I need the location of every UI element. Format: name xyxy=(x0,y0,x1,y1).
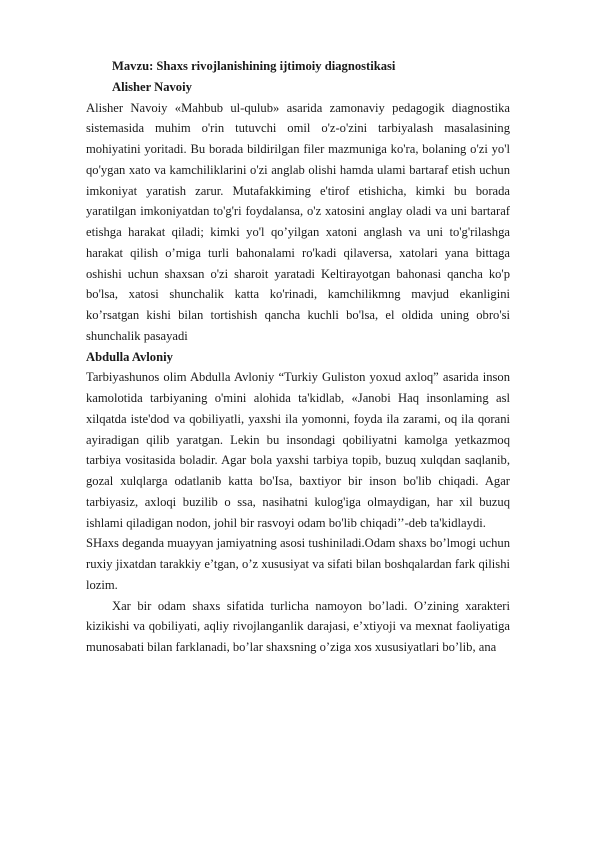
document-page xyxy=(86,56,510,658)
paragraph-shaxs-traits: Xar bir odam shaxs sifatida turlicha namoyon bo’ladi. O’zining xarakteri kizikishi va qobiliyati, aqliy rivojlanganlik darajasi, e’xtiyoji va mexnat faoliyatiga munosabati bilan farklanadi, bo’lar shaxsning o’ziga xos xususiyatlari bo’lib, ana xyxy=(86,598,510,654)
document-title: Mavzu: Shaxs rivojlanishining ijtimoiy diagnostikasi xyxy=(112,59,396,73)
section-heading-navoiy: Alisher Navoiy xyxy=(112,79,192,94)
paragraph-navoiy: Alisher Navoiy «Mahbub ul-qulub» asarida zamonaviy pedagogik diagnostika sistemasida muhim o'rin tutuvchi omil o'z-o'zini tarbiyalash masalasining mohiyatini yoritadi. Bu borada bildirilgan filer mazmuniga ko'ra, bolaning o'zi yo'l qo'ygan xato va kamchiliklarini o'zi anglab olishi hamda ulami bartaraf etish uchun imkoniyat yaratish zarur. Mutafakkiming e'tirof etishicha, kimki bu borada yaratilgan imkoniyatdan to'g'ri foydalansa, o'z xatosini anglay oladi va uni bartaraf etishga harakat qiladi; kimki yo'l qo’yilgan xatoni anglash va uni to'g'rilashga harakat qilish o’miga turli bahonalami ro'kadi qilaversa, xatolari yana bittaga oshishi uchun shaxsan o'zi sharoit yaratadi Keltirayotgan bahonasi qancha ko'p bo'lsa, xatosi shunchalik katta ko'rinadi, kamchilikmng mavjud ekanligini ko’rsatgan kishi bilan tortishish qancha kuchli bo'lsa, el oldida uning obro'si shunchalik pasayadi xyxy=(86,100,510,343)
section-heading-avloniy: Abdulla Avloniy xyxy=(86,349,173,364)
paragraph-shaxs-definition: SHaxs deganda muayyan jamiyatning asosi tushiniladi.Odam shaxs bo’lmogi uchun ruxiy jixatdan tarakkiy e’tgan, o’z xususiyat va sifati bilan boshqalardan fark qilishi lozim. xyxy=(86,536,510,592)
paragraph-avloniy: Tarbiyashunos olim Abdulla Avloniy “Turkiy Guliston yoxud axloq” asarida inson kamolotida tarbiyaning o'mini alohida ta'kidlab, «Janobi Haq insonlaming asl xilqatda iste'dod va qobiliyatli, yaxshi ila yomonni, foyda ila zarami, oq ila qorani ayiradigan qilib yaratgan. Lekin bu insondagi qobiliyatni kamolga yetkazmoq tarbiya vositasida boladir. Agar bola yaxshi tarbiya topib, buzuq xulqdan saqlanib, gozal xulqlarga odatlanib katta bo'Isa, baxtiyor bir inson bo'lib chiqadi. Agar tarbiyasiz, axloqi buzilib o ssa, nasihatni kulog'iga olmaydigan, har xil buzuq ishlami qiladigan nodon, johil bir rasvoyi odam bo'lib chiqadi’’-deb ta'kidlaydi. xyxy=(86,370,510,530)
